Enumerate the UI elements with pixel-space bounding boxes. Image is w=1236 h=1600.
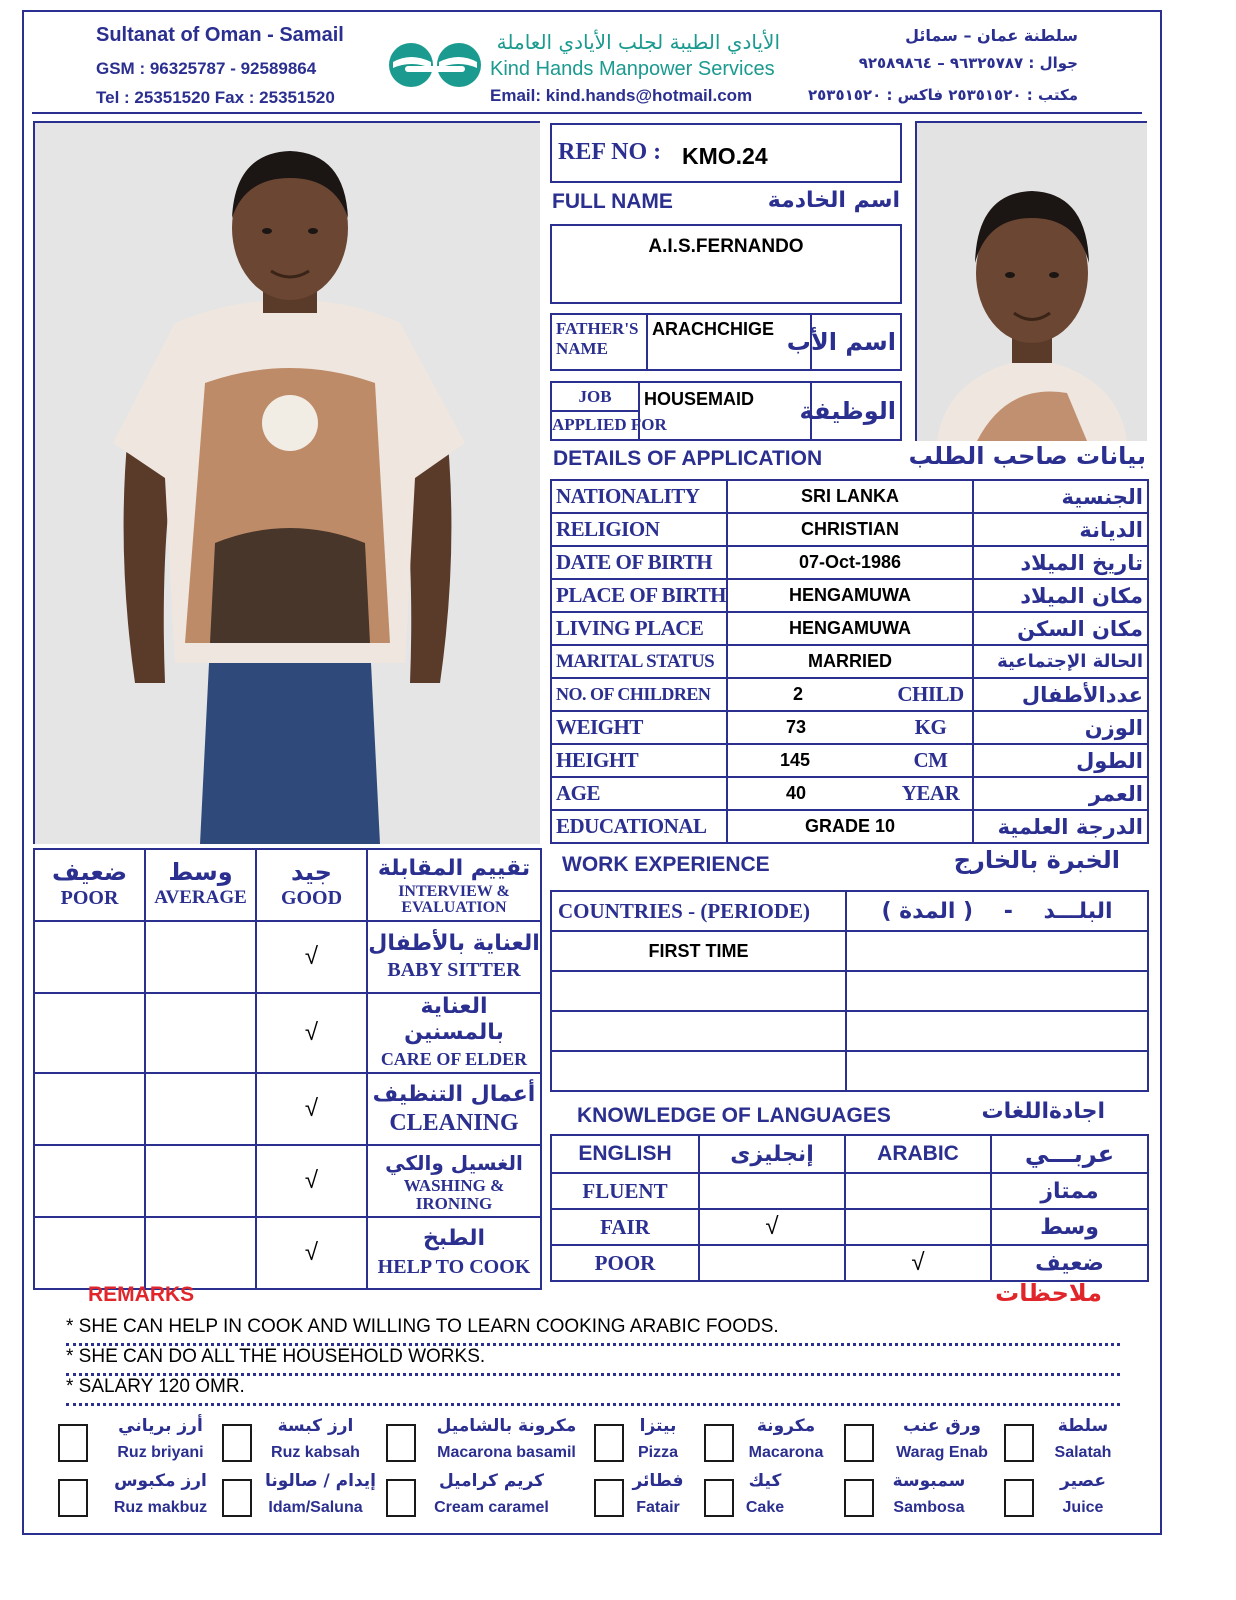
ref-value: KMO.24 bbox=[682, 143, 768, 169]
experience-row bbox=[551, 1051, 1148, 1091]
countries-header-ar: البلـــد - ( المدة ) bbox=[846, 891, 1148, 931]
full-name-label-ar: اسم الخادمة bbox=[767, 188, 900, 213]
height-value: 145 bbox=[727, 744, 889, 777]
living-place-label: LIVING PLACE bbox=[551, 612, 727, 645]
evaluation-row bbox=[34, 1145, 541, 1217]
care-elder-label: CARE OF ELDER bbox=[380, 1049, 528, 1069]
height-label-ar: الطول bbox=[973, 744, 1148, 777]
remarks-line bbox=[66, 1316, 1120, 1346]
food-label-ar: سمبوسة bbox=[892, 1471, 966, 1491]
evaluation-title-ar: تقييم المقابلة bbox=[377, 856, 531, 881]
food-item[interactable] bbox=[844, 1418, 1004, 1464]
education-value: GRADE 10 bbox=[727, 810, 973, 843]
age-label-ar: العمر bbox=[973, 777, 1148, 810]
remarks-line bbox=[66, 1346, 1120, 1376]
living-place-label-ar: مكان السكن bbox=[973, 612, 1148, 645]
experience-country: FIRST TIME bbox=[551, 931, 846, 971]
experience-period bbox=[846, 931, 1148, 971]
pob-label: PLACE OF BIRTH bbox=[551, 579, 727, 612]
care-elder-label-ar: العناية بالمسنين bbox=[404, 994, 504, 1045]
food-label-ar: ارز مكبوس bbox=[114, 1471, 207, 1491]
weight-label-ar: الوزن bbox=[973, 711, 1148, 744]
food-item[interactable] bbox=[386, 1418, 591, 1464]
food-item[interactable] bbox=[222, 1418, 382, 1464]
language-row bbox=[551, 1245, 1148, 1281]
details-row bbox=[551, 711, 1148, 744]
living-place-value: HENGAMUWA bbox=[727, 612, 973, 645]
poor-arabic: √ bbox=[845, 1245, 991, 1281]
food-label: Pizza bbox=[637, 1444, 678, 1461]
children-value: 2 bbox=[727, 678, 889, 711]
food-checkbox[interactable] bbox=[844, 1424, 874, 1462]
work-experience-table bbox=[550, 890, 1149, 1092]
experience-period bbox=[846, 1051, 1148, 1091]
food-label-ar: بيتزا bbox=[639, 1416, 677, 1436]
details-row bbox=[551, 777, 1148, 810]
job-label-1: JOB bbox=[578, 387, 612, 406]
baby-sitter-good: √ bbox=[256, 921, 367, 993]
experience-country bbox=[551, 1051, 846, 1091]
food-label-ar: إيدام / صالونا bbox=[265, 1471, 376, 1491]
experience-period bbox=[846, 1011, 1148, 1051]
experience-row bbox=[551, 931, 1148, 971]
food-checkbox[interactable] bbox=[704, 1424, 734, 1462]
remarks-title-ar: ملاحظات bbox=[995, 1279, 1102, 1307]
remarks-title: REMARKS bbox=[88, 1283, 195, 1306]
height-label: HEIGHT bbox=[551, 744, 727, 777]
religion-value: CHRISTIAN bbox=[727, 513, 973, 546]
dob-value: 07-Oct-1986 bbox=[727, 546, 973, 579]
food-label-ar: كريم كراميل bbox=[438, 1471, 545, 1491]
company-logo bbox=[385, 40, 485, 90]
food-checkbox[interactable] bbox=[386, 1424, 416, 1462]
fair-label: FAIR bbox=[551, 1209, 699, 1245]
food-label: Ruz briyani bbox=[117, 1444, 204, 1461]
care-elder-average bbox=[145, 993, 256, 1073]
remark-2: * SHE CAN DO ALL THE HOUSEHOLD WORKS. bbox=[66, 1346, 486, 1367]
father-name-table bbox=[550, 313, 902, 371]
experience-country bbox=[551, 1011, 846, 1051]
evaluation-row bbox=[34, 921, 541, 993]
company-name-ar: الأيادي الطيبة لجلب الأيادي العاملة bbox=[496, 30, 780, 54]
food-label: Warag Enab bbox=[896, 1444, 988, 1461]
food-item[interactable] bbox=[594, 1418, 694, 1464]
washing-average bbox=[145, 1145, 256, 1217]
language-row bbox=[551, 1173, 1148, 1209]
weight-label: WEIGHT bbox=[551, 711, 727, 744]
food-checkbox[interactable] bbox=[704, 1479, 734, 1517]
father-label-2: NAME bbox=[556, 339, 608, 358]
arabic-header: ARABIC bbox=[845, 1135, 991, 1173]
food-label-ar: ورق عنب bbox=[902, 1416, 982, 1436]
header-left-line3: Tel : 25351520 Fax : 25351520 bbox=[96, 88, 335, 107]
good-label-ar: جيد bbox=[291, 858, 332, 886]
cook-poor bbox=[34, 1217, 145, 1289]
food-checkbox[interactable] bbox=[1004, 1479, 1034, 1517]
details-row bbox=[551, 612, 1148, 645]
header-right-line2: جوال : ٩٦٣٢٥٧٨٧ – ٩٢٥٨٩٨٦٤ bbox=[858, 54, 1078, 72]
age-label: AGE bbox=[551, 777, 727, 810]
details-table bbox=[550, 479, 1149, 844]
food-label-ar: فطائر bbox=[632, 1471, 684, 1491]
fluent-english bbox=[699, 1173, 845, 1209]
religion-label: RELIGION bbox=[551, 513, 727, 546]
food-label: Macarona bbox=[748, 1444, 824, 1461]
marital-status-label: MARITAL STATUS bbox=[551, 645, 727, 678]
cook-good: √ bbox=[256, 1217, 367, 1289]
experience-country bbox=[551, 971, 846, 1011]
fair-english: √ bbox=[699, 1209, 845, 1245]
english-header-ar: إنجليزى bbox=[699, 1135, 845, 1173]
baby-sitter-label: BABY SITTER bbox=[387, 959, 521, 981]
cook-label: HELP TO COOK bbox=[377, 1256, 531, 1278]
header-divider bbox=[32, 112, 1142, 114]
food-item[interactable] bbox=[704, 1473, 834, 1519]
poor-english bbox=[699, 1245, 845, 1281]
food-label-ar: سلطة bbox=[1057, 1416, 1109, 1436]
religion-label-ar: الديانة bbox=[973, 513, 1148, 546]
weight-unit: KG bbox=[889, 711, 973, 744]
food-label-ar: عصير bbox=[1060, 1471, 1106, 1491]
food-checkbox[interactable] bbox=[1004, 1424, 1034, 1462]
food-checkbox[interactable] bbox=[594, 1424, 624, 1462]
weight-value: 73 bbox=[727, 711, 889, 744]
food-checkbox[interactable] bbox=[594, 1479, 624, 1517]
food-label: Cream caramel bbox=[434, 1499, 549, 1516]
average-label: AVERAGE bbox=[154, 887, 247, 908]
company-name-en: Kind Hands Manpower Services bbox=[490, 58, 775, 80]
cleaning-good: √ bbox=[256, 1073, 367, 1145]
language-row bbox=[551, 1209, 1148, 1245]
countries-header: COUNTRIES - (PERIODE) bbox=[551, 891, 846, 931]
food-checkbox[interactable] bbox=[844, 1479, 874, 1517]
father-label-ar: اسم الأب bbox=[811, 314, 901, 370]
pob-label-ar: مكان الميلاد bbox=[973, 579, 1148, 612]
ref-label: REF NO : bbox=[558, 139, 662, 165]
job-label-ar: الوظيفة bbox=[811, 382, 901, 440]
children-unit: CHILD bbox=[889, 678, 973, 711]
food-label: Sambosa bbox=[893, 1499, 965, 1516]
food-checkbox[interactable] bbox=[58, 1479, 88, 1517]
care-elder-good: √ bbox=[256, 993, 367, 1073]
remark-3: * SALARY 120 OMR. bbox=[66, 1376, 245, 1397]
food-label: Salatah bbox=[1054, 1444, 1112, 1461]
food-checkbox[interactable] bbox=[222, 1479, 252, 1517]
food-checkbox[interactable] bbox=[386, 1479, 416, 1517]
header-left-line1: Sultanat of Oman - Samail bbox=[96, 24, 344, 46]
father-value: ARACHCHIGE bbox=[647, 314, 811, 370]
marital-status-value: MARRIED bbox=[727, 645, 973, 678]
full-name-label: FULL NAME bbox=[552, 190, 673, 213]
washing-label-ar: الغسيل والكي bbox=[385, 1151, 523, 1175]
english-header: ENGLISH bbox=[551, 1135, 699, 1173]
fluent-label: FLUENT bbox=[551, 1173, 699, 1209]
work-experience-title: WORK EXPERIENCE bbox=[562, 853, 770, 876]
evaluation-title-1: INTERVIEW & bbox=[398, 883, 510, 900]
food-label: Ruz makbuz bbox=[113, 1499, 208, 1516]
cook-average bbox=[145, 1217, 256, 1289]
evaluation-row bbox=[34, 1217, 541, 1289]
details-row bbox=[551, 744, 1148, 777]
children-label: NO. OF CHILDREN bbox=[551, 678, 727, 711]
food-label: Idam/Saluna bbox=[268, 1499, 363, 1516]
evaluation-title-2: EVALUATION bbox=[401, 899, 507, 916]
full-name-field bbox=[550, 224, 902, 304]
cook-label-ar: الطبخ bbox=[422, 1226, 486, 1251]
fluent-arabic bbox=[845, 1173, 991, 1209]
food-item[interactable] bbox=[844, 1473, 1004, 1519]
details-title-ar: بيانات صاحب الطلب bbox=[908, 442, 1146, 470]
food-label: Juice bbox=[1062, 1499, 1104, 1516]
food-checkbox[interactable] bbox=[58, 1424, 88, 1462]
poor-lang-label: POOR bbox=[551, 1245, 699, 1281]
father-label-1: FATHER'S bbox=[556, 319, 639, 338]
arabic-header-ar: عربـــي bbox=[991, 1135, 1148, 1173]
education-label-ar: الدرجة العلمية bbox=[973, 810, 1148, 843]
details-row bbox=[551, 579, 1148, 612]
food-item[interactable] bbox=[222, 1473, 382, 1519]
food-item[interactable] bbox=[704, 1418, 834, 1464]
remark-1: * SHE CAN HELP IN COOK AND WILLING TO LEARN COOKING ARABIC FOODS. bbox=[66, 1316, 779, 1337]
children-label-ar: عددالأطفال bbox=[973, 678, 1148, 711]
average-label-ar: وسط bbox=[168, 858, 233, 886]
job-table bbox=[550, 381, 902, 441]
baby-sitter-average bbox=[145, 921, 256, 993]
food-label: Macarona basamil bbox=[437, 1444, 576, 1461]
evaluation-row bbox=[34, 1073, 541, 1145]
food-item[interactable] bbox=[1004, 1418, 1130, 1464]
header-left-line2: GSM : 96325787 - 92589864 bbox=[96, 59, 317, 78]
fair-label-ar: وسط bbox=[991, 1209, 1148, 1245]
care-elder-poor bbox=[34, 993, 145, 1073]
food-label: Cake bbox=[745, 1499, 785, 1516]
dob-label-ar: تاريخ الميلاد bbox=[973, 546, 1148, 579]
food-label: Fatair bbox=[636, 1499, 680, 1516]
cleaning-average bbox=[145, 1073, 256, 1145]
details-row bbox=[551, 645, 1148, 678]
work-experience-title-ar: الخبرة بالخارج bbox=[953, 846, 1120, 874]
poor-lang-label-ar: ضعيف bbox=[991, 1245, 1148, 1281]
details-row bbox=[551, 513, 1148, 546]
nationality-label: NATIONALITY bbox=[551, 480, 727, 513]
details-row bbox=[551, 678, 1148, 711]
food-item[interactable] bbox=[594, 1473, 694, 1519]
food-item[interactable] bbox=[58, 1418, 218, 1464]
age-unit: YEAR bbox=[889, 777, 973, 810]
languages-table bbox=[550, 1134, 1149, 1282]
baby-sitter-label-ar: العناية بالأطفال bbox=[368, 931, 540, 956]
dob-label: DATE OF BIRTH bbox=[551, 546, 727, 579]
cleaning-poor bbox=[34, 1073, 145, 1145]
details-row bbox=[551, 810, 1148, 843]
food-item[interactable] bbox=[1004, 1473, 1130, 1519]
age-value: 40 bbox=[727, 777, 889, 810]
washing-poor bbox=[34, 1145, 145, 1217]
fair-arabic bbox=[845, 1209, 991, 1245]
details-row bbox=[551, 480, 1148, 513]
height-unit: CM bbox=[889, 744, 973, 777]
full-name-value: A.I.S.FERNANDO bbox=[648, 236, 804, 257]
evaluation-header bbox=[34, 849, 541, 921]
food-label-ar: كيك bbox=[748, 1471, 782, 1491]
fluent-label-ar: ممتاز bbox=[991, 1173, 1148, 1209]
cleaning-label: CLEANING bbox=[389, 1110, 519, 1136]
food-label-ar: أرز برياني bbox=[118, 1416, 203, 1436]
nationality-label-ar: الجنسية bbox=[973, 480, 1148, 513]
food-item[interactable] bbox=[58, 1473, 218, 1519]
education-label: EDUCATIONAL bbox=[551, 810, 727, 843]
job-value: HOUSEMAID bbox=[639, 382, 811, 440]
details-row bbox=[551, 546, 1148, 579]
good-label: GOOD bbox=[280, 887, 343, 909]
header-right-line3: مكتب : ٢٥٣٥١٥٢٠ فاكس : ٢٥٣٥١٥٢٠ bbox=[807, 86, 1078, 104]
languages-title: KNOWLEDGE OF LANGUAGES bbox=[577, 1104, 891, 1127]
evaluation-table bbox=[33, 848, 542, 1290]
experience-row bbox=[551, 971, 1148, 1011]
company-email: Email: kind.hands@hotmail.com bbox=[490, 86, 753, 105]
languages-title-ar: اجادةاللغات bbox=[981, 1099, 1105, 1124]
food-label-ar: ارز كبسة bbox=[277, 1416, 354, 1436]
washing-label: WASHING & IRONING bbox=[403, 1176, 505, 1213]
pob-value: HENGAMUWA bbox=[727, 579, 973, 612]
food-label-ar: مكرونة bbox=[756, 1416, 816, 1436]
header-right-line1: سلطنة عمان – سمائل bbox=[905, 26, 1078, 45]
experience-row bbox=[551, 1011, 1148, 1051]
baby-sitter-poor bbox=[34, 921, 145, 993]
marital-status-label-ar: الحالة الإجتماعية bbox=[973, 645, 1148, 678]
job-label-2: APPLIED FOR bbox=[552, 410, 638, 438]
washing-good: √ bbox=[256, 1145, 367, 1217]
food-checkbox[interactable] bbox=[222, 1424, 252, 1462]
portrait-photo bbox=[915, 121, 1147, 441]
ref-box bbox=[550, 123, 902, 183]
details-title: DETAILS OF APPLICATION bbox=[553, 447, 823, 470]
experience-period bbox=[846, 971, 1148, 1011]
evaluation-row bbox=[34, 993, 541, 1073]
food-label-ar: مكرونة بالشاميل bbox=[436, 1416, 577, 1436]
poor-label: POOR bbox=[60, 887, 119, 909]
cleaning-label-ar: أعمال التنظيف bbox=[372, 1082, 536, 1107]
nationality-value: SRI LANKA bbox=[727, 480, 973, 513]
poor-label-ar: ضعيف bbox=[51, 858, 128, 886]
food-item[interactable] bbox=[386, 1473, 591, 1519]
remarks-line bbox=[66, 1376, 1120, 1406]
full-body-photo bbox=[33, 121, 540, 844]
food-label: Ruz kabsah bbox=[271, 1444, 360, 1461]
